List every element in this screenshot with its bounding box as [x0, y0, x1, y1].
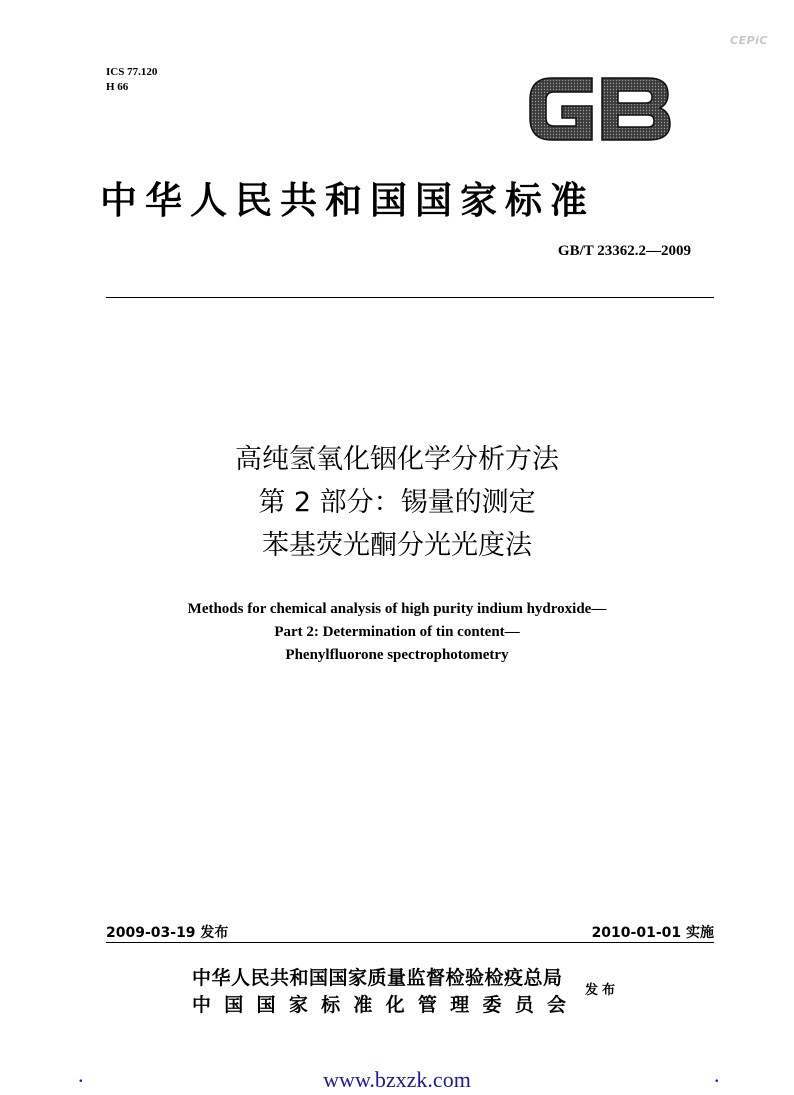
- issuer-sac: 中国国家标准化管理委员会: [192, 994, 566, 1016]
- chinese-title-line-2: 第 2 部分：锡量的测定: [258, 487, 536, 518]
- classification-codes: [106, 65, 157, 95]
- implementation-date: 2010-01-01 实施: [591, 925, 714, 941]
- chinese-title-line-1: 高纯氢氧化铟化学分析方法: [235, 444, 559, 475]
- ics-code: ICS 77.120: [106, 66, 158, 78]
- english-title-line-1: Methods for chemical analysis of high purity indium hydroxide—: [187, 601, 607, 617]
- issue-date: 2009-03-19 发布: [106, 925, 229, 941]
- footer-link[interactable]: www.bzxzk.com: [323, 1067, 471, 1092]
- english-title-line-2: Part 2: Determination of tin content—: [274, 624, 520, 640]
- standard-title: 中华人民共和国国家标准: [100, 178, 595, 222]
- ccs-code: H 66: [106, 81, 129, 93]
- publish-label: 发布: [585, 983, 620, 998]
- gb-logo: [522, 70, 674, 148]
- watermark: CEPiC: [730, 34, 768, 47]
- standard-code: GB/T 23362.2—2009: [557, 243, 691, 259]
- issuer-aqsiq: 中华人民共和国国家质量监督检验检疫总局: [192, 967, 563, 989]
- header-divider: [106, 297, 714, 298]
- footer-divider: [106, 942, 714, 943]
- footer-left-mark: .: [78, 1062, 84, 1087]
- chinese-title: [0, 438, 794, 567]
- english-title: [0, 598, 794, 667]
- english-title-line-3: Phenylfluorone spectrophotometry: [285, 647, 509, 663]
- footer-right-mark: .: [714, 1062, 720, 1087]
- chinese-title-line-3: 苯基荧光酮分光光度法: [262, 530, 532, 561]
